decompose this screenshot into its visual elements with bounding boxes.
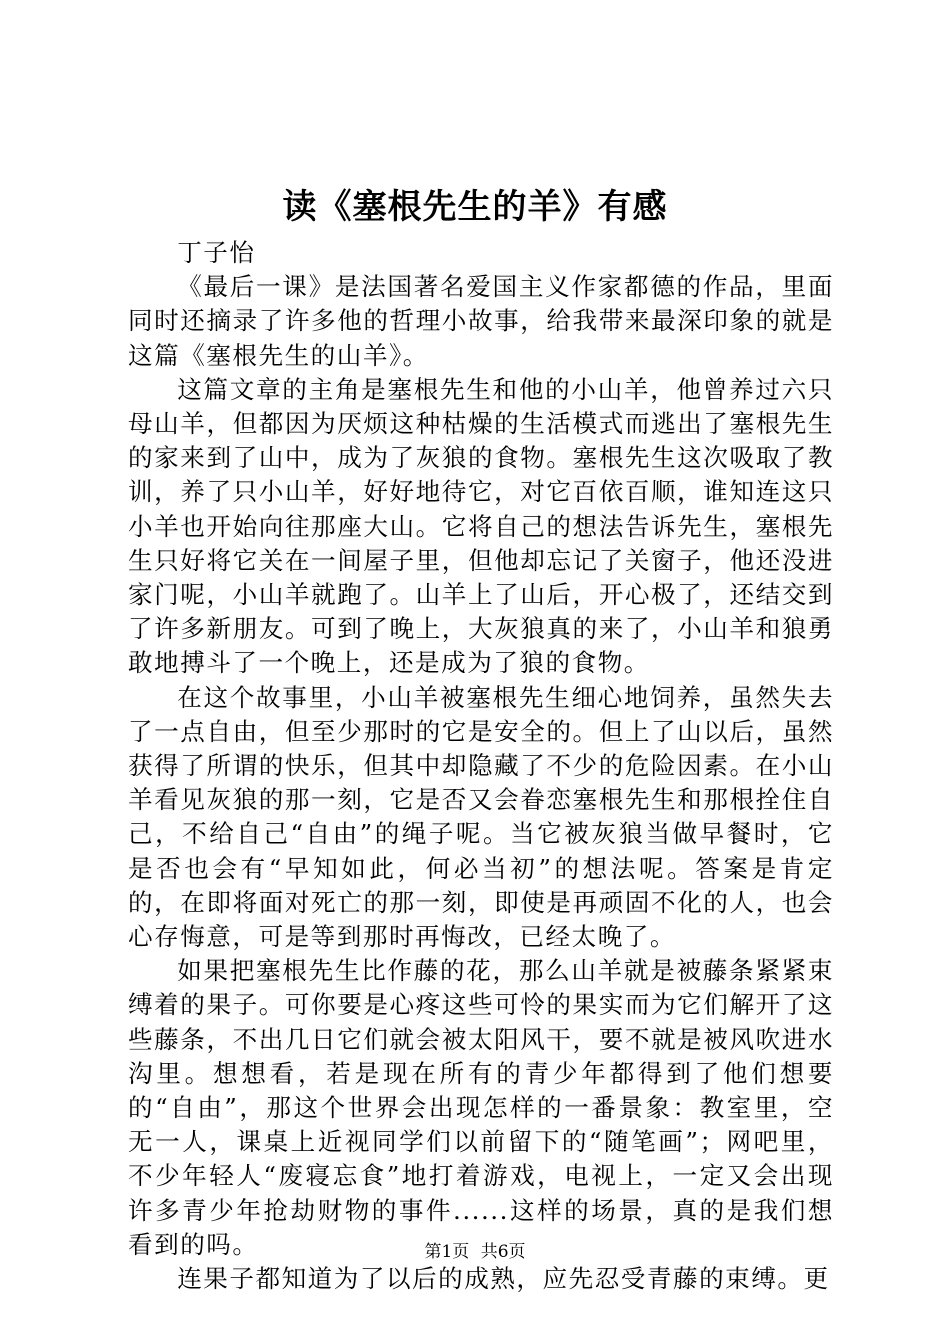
paragraph: 《最后一课》是法国著名爱国主义作家都德的作品，里面同时还摘录了许多他的哲理小故事，给我带来最深印象的就是这篇《塞根先生的山羊》。 [128, 272, 834, 370]
page-total: 共6页 [480, 1242, 526, 1262]
paragraph: 如果把塞根先生比作藤的花，那么山羊就是被藤条紧紧束缚着的果子。可你要是心疼这些可怜的果实而为它们解开了这些藤条，不出几日它们就会被太阳风干，要不就是被风吹进水沟里。想想看，若是现在所有的青少年都得到了他们想要的“自由”，那这个世界会出现怎样的一番景象：教室里，空无一人，课桌上近视同学们以前留下的“随笔画”；网吧里，不少年轻人“废寝忘食”地打着游戏，电视上，一定又会出现许多青少年抢劫财物的事件......这样的场景，真的是我们想看到的吗。 [128, 956, 834, 1259]
paragraph: 连果子都知道为了以后的成熟，应先忍受青藤的束缚。更 [177, 1264, 830, 1294]
paragraph: 在这个故事里，小山羊被塞根先生细心地饲养，虽然失去了一点自由，但至少那时的它是安全的。但上了山以后，虽然获得了所谓的快乐，但其中却隐藏了不少的危险因素。在小山羊看见灰狼的那一刻，它是否又会眷恋塞根先生和那根拴住自己，不给自己“自由”的绳子呢。当它被灰狼当做早餐时，它是否也会有“早知如此，何必当初”的想法呢。答案是肯定的，在即将面对死亡的那一刻，即使是再顽固不化的人，也会心存悔意，可是等到那时再悔改，已经太晚了。 [128, 682, 834, 952]
paragraph: 这篇文章的主角是塞根先生和他的小山羊，他曾养过六只母山羊，但都因为厌烦这种枯燥的生活模式而逃出了塞根先生的家来到了山中，成为了灰狼的食物。塞根先生这次吸取了教训，养了只小山羊，好好地待它，对它百依百顺，谁知连这只小羊也开始向往那座大山。它将自己的想法告诉先生，塞根先生只好将它关在一间屋子里，但他却忘记了关窗子，他还没进家门呢，小山羊就跑了。山羊上了山后，开心极了，还结交到了许多新朋友。可到了晚上，大灰狼真的来了，小山羊和狼勇敢地搏斗了一个晚上，还是成为了狼的食物。 [128, 374, 834, 678]
author-line: 丁子怡 [177, 238, 256, 267]
page-number: 第1页 [424, 1242, 470, 1262]
page-footer [0, 1240, 950, 1264]
document-title: 读《塞根先生的羊》有感 [282, 187, 668, 227]
document-body [128, 236, 834, 1296]
